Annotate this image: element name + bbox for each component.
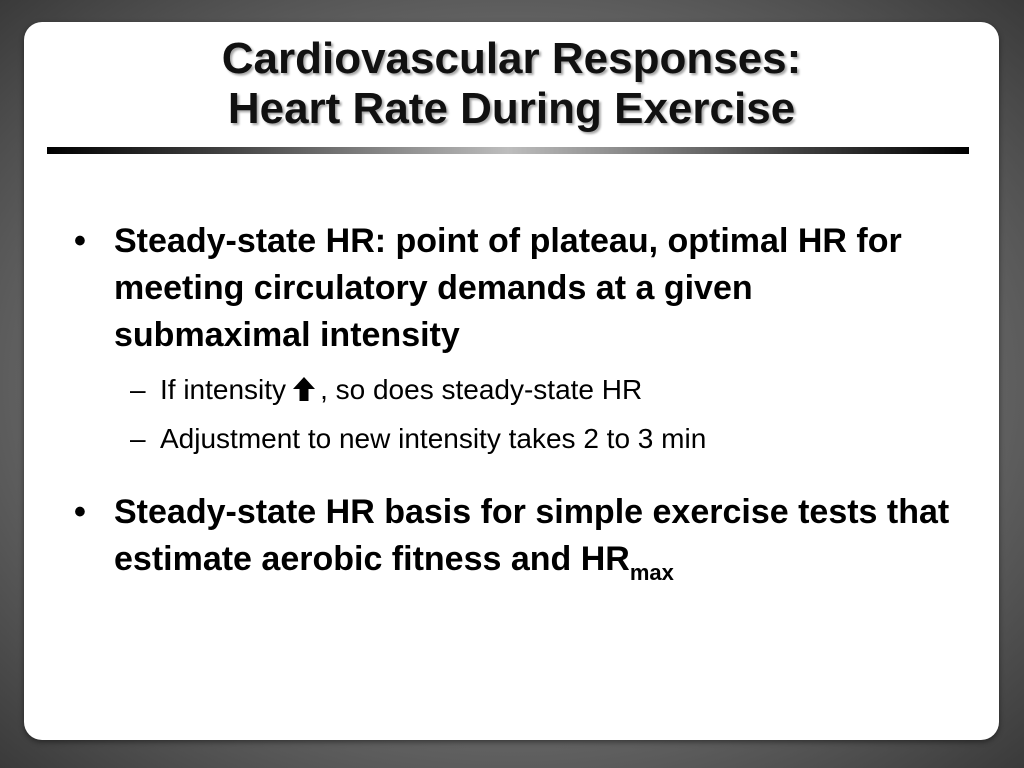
slide bbox=[24, 22, 999, 740]
sub-bullet-text: Adjustment to new intensity takes 2 to 3 min bbox=[160, 423, 707, 454]
sub-bullet-adjustment bbox=[74, 414, 954, 463]
bullet-item-exercise-tests bbox=[74, 489, 954, 583]
bullet-item-steady-state-hr bbox=[74, 218, 954, 359]
bullet-text: Steady-state HR: point of plateau, optimal HR for meeting circulatory demands at a given submaximal intensity bbox=[114, 222, 902, 354]
bullet-marker: • bbox=[74, 493, 86, 531]
bullet-list bbox=[74, 218, 954, 583]
title-line-1: Cardiovascular Responses: bbox=[221, 34, 802, 83]
bullet-text: Steady-state HR basis for simple exercise tests that estimate aerobic fitness and HR bbox=[114, 493, 950, 578]
hr-max-subscript: max bbox=[629, 560, 674, 585]
sub-bullet-list bbox=[74, 365, 954, 463]
title-divider bbox=[47, 147, 969, 154]
sub-bullet-intensity bbox=[74, 365, 954, 414]
sub-bullet-text-after: , so does steady-state HR bbox=[320, 374, 643, 405]
title-line-2: Heart Rate During Exercise bbox=[227, 84, 796, 133]
sub-bullet-marker: – bbox=[130, 423, 146, 454]
bullet-marker: • bbox=[74, 222, 86, 260]
sub-bullet-text-before: If intensity bbox=[160, 374, 287, 405]
slide-title bbox=[24, 34, 999, 134]
sub-bullet-marker: – bbox=[130, 374, 146, 405]
up-arrow-icon bbox=[292, 376, 316, 402]
